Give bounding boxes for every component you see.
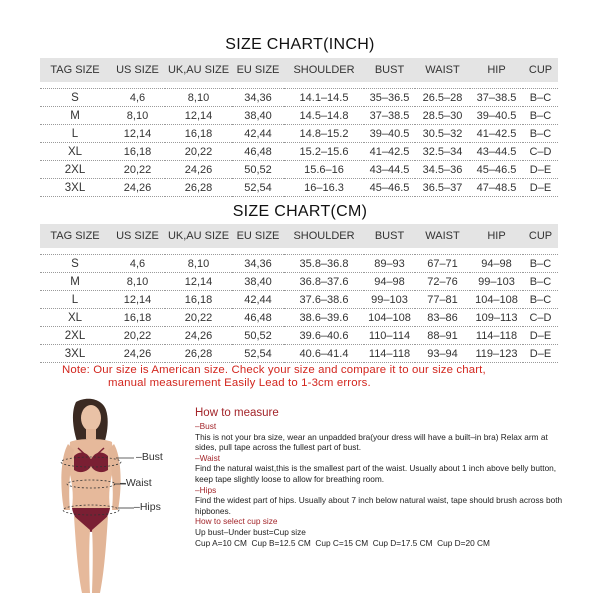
table-cell: 94–98	[470, 255, 523, 273]
howto-hips-label: –Hips	[195, 484, 217, 495]
table-cell: 15.6–16	[284, 161, 364, 179]
col-us-size: US SIZE	[110, 224, 165, 248]
hips-label: –Hips	[134, 501, 161, 513]
table-cell: 4,6	[110, 255, 165, 273]
col-shoulder: SHOULDER	[284, 58, 364, 82]
table-cell: 50,52	[232, 161, 284, 179]
table-cell: M	[40, 273, 110, 291]
table-row	[40, 273, 558, 291]
table-cell: 110–114	[364, 327, 415, 345]
table-cell: 72–76	[415, 273, 470, 291]
table-cell: 20,22	[110, 161, 165, 179]
table-cell: D–E	[523, 327, 558, 345]
table-cell: 88–91	[415, 327, 470, 345]
table-cell: D–E	[523, 345, 558, 363]
col-bust: BUST	[364, 224, 415, 248]
table-cell: 50,52	[232, 327, 284, 345]
table-cell: 3XL	[40, 179, 110, 197]
table-cell: 20,22	[110, 327, 165, 345]
table-cell: 24,26	[165, 327, 232, 345]
col-waist: WAIST	[415, 224, 470, 248]
table-cell: 16–16.3	[284, 179, 364, 197]
table-cell: 45–46.5	[470, 161, 523, 179]
table-cell: 30.5–32	[415, 125, 470, 143]
table-cell: 94–98	[364, 273, 415, 291]
table-cell: XL	[40, 309, 110, 327]
table-cell: 37–38.5	[364, 107, 415, 125]
table-cell: 42,44	[232, 291, 284, 309]
table-cell: 8,10	[110, 107, 165, 125]
note-line-1: Note: Our size is American size. Check your size and compare it to our size chart,	[62, 364, 486, 376]
table-cell: 37–38.5	[470, 89, 523, 107]
table-cell: 39–40.5	[470, 107, 523, 125]
table-cell: 26,28	[165, 345, 232, 363]
table-cell: 93–94	[415, 345, 470, 363]
table-cell: S	[40, 255, 110, 273]
table-cell: 47–48.5	[470, 179, 523, 197]
inch-size-table	[40, 58, 558, 197]
table-row	[40, 161, 558, 179]
howto-cup-label: How to select cup size	[195, 516, 278, 527]
table-cell: 2XL	[40, 161, 110, 179]
col-waist: WAIST	[415, 58, 470, 82]
table-cell: 34,36	[232, 255, 284, 273]
table-cell: C–D	[523, 309, 558, 327]
table-cell: 8,10	[165, 89, 232, 107]
table-cell: 119–123	[470, 345, 523, 363]
table-cell: 67–71	[415, 255, 470, 273]
table-cell: B–C	[523, 107, 558, 125]
size-note	[62, 364, 562, 390]
table-cell: M	[40, 107, 110, 125]
table-cell: 14.5–14.8	[284, 107, 364, 125]
table-row	[40, 291, 558, 309]
table-cell: 36.5–37	[415, 179, 470, 197]
table-cell: XL	[40, 143, 110, 161]
table-cell: 39–40.5	[364, 125, 415, 143]
table-cell: B–C	[523, 291, 558, 309]
table-cell: 42,44	[232, 125, 284, 143]
table-cell: 4,6	[110, 89, 165, 107]
note-line-2: manual measurement Easily Lead to 1-3cm errors.	[108, 377, 371, 389]
cm-chart-title: SIZE CHART(CM)	[232, 203, 368, 220]
table-row	[40, 107, 558, 125]
table-cell: 20,22	[165, 143, 232, 161]
table-cell: 89–93	[364, 255, 415, 273]
table-row	[40, 255, 558, 273]
inch-chart-title: SIZE CHART(INCH)	[225, 36, 375, 53]
table-cell: 8,10	[165, 255, 232, 273]
table-cell: 24,26	[110, 179, 165, 197]
table-row	[40, 309, 558, 327]
col-tag-size: TAG SIZE	[40, 58, 110, 82]
col-uk-au-size: UK,AU SIZE	[165, 224, 232, 248]
table-cell: 40.6–41.4	[284, 345, 364, 363]
table-cell: 77–81	[415, 291, 470, 309]
col-eu-size: EU SIZE	[232, 224, 284, 248]
howto-waist-label: –Waist	[195, 452, 221, 463]
table-cell: 34,36	[232, 89, 284, 107]
table-cell: 109–113	[470, 309, 523, 327]
table-cell: 35–36.5	[364, 89, 415, 107]
col-hip: HIP	[470, 58, 523, 82]
table-cell: 104–108	[364, 309, 415, 327]
table-cell: C–D	[523, 143, 558, 161]
table-cell: 38,40	[232, 107, 284, 125]
howto-bust-label: –Bust	[195, 421, 217, 431]
howto-title: How to measure	[195, 407, 279, 419]
table-cell: L	[40, 291, 110, 309]
howto-bust-text: This is not your bra size, wear an unpadded bra(your dress will have a built–in bra) Relax arm at sides, pull tape across the fullest part of bust.	[195, 431, 548, 453]
table-cell: L	[40, 125, 110, 143]
table-cell: 99–103	[364, 291, 415, 309]
table-cell: B–C	[523, 125, 558, 143]
table-cell: 114–118	[364, 345, 415, 363]
howto-cup-formula: Up bust–Under bust=Cup size	[195, 526, 306, 537]
inch-header-row	[40, 58, 558, 82]
col-eu-size: EU SIZE	[232, 58, 284, 82]
table-cell: 12,14	[110, 125, 165, 143]
table-cell: 114–118	[470, 327, 523, 345]
table-cell: 38.6–39.6	[284, 309, 364, 327]
col-bust: BUST	[364, 58, 415, 82]
table-cell: 26.5–28	[415, 89, 470, 107]
model-figure	[56, 398, 126, 593]
howto-cup-values: Cup A=10 CM Cup B=12.5 CM Cup C=15 CM Cup D=17.5 CM Cup D=20 CM	[195, 537, 490, 548]
table-cell: D–E	[523, 161, 558, 179]
waist-label: –Waist	[120, 477, 152, 489]
table-cell: 45–46.5	[364, 179, 415, 197]
howto-hips-text: Find the widest part of hips. Usually about 7 inch below natural waist, tape should brush across both hipbones.	[195, 495, 563, 516]
table-cell: 16,18	[110, 309, 165, 327]
table-cell: 36.8–37.6	[284, 273, 364, 291]
table-cell: B–C	[523, 273, 558, 291]
table-cell: 3XL	[40, 345, 110, 363]
table-row	[40, 345, 558, 363]
howto-waist-text: Find the natural waist,this is the smallest part of the waist. Usually about 1 inch above belly button, keep tape slightly loose to allow for breathing room.	[195, 463, 557, 484]
table-cell: B–C	[523, 255, 558, 273]
table-cell: 41–42.5	[470, 125, 523, 143]
table-cell: 12,14	[165, 273, 232, 291]
table-cell: 41–42.5	[364, 143, 415, 161]
table-cell: 104–108	[470, 291, 523, 309]
col-hip: HIP	[470, 224, 523, 248]
table-cell: 38,40	[232, 273, 284, 291]
measure-guides	[56, 398, 186, 593]
col-cup: CUP	[523, 224, 558, 248]
table-cell: 14.1–14.5	[284, 89, 364, 107]
table-cell: 15.2–15.6	[284, 143, 364, 161]
table-cell: 24,26	[165, 161, 232, 179]
table-cell: D–E	[523, 179, 558, 197]
table-cell: 24,26	[110, 345, 165, 363]
table-cell: 99–103	[470, 273, 523, 291]
table-row	[40, 327, 558, 345]
table-cell: 34.5–36	[415, 161, 470, 179]
table-cell: S	[40, 89, 110, 107]
table-cell: 46,48	[232, 143, 284, 161]
cm-header-row	[40, 224, 558, 248]
table-cell: 2XL	[40, 327, 110, 345]
table-cell: 32.5–34	[415, 143, 470, 161]
table-cell: 43–44.5	[470, 143, 523, 161]
table-cell: 46,48	[232, 309, 284, 327]
table-row	[40, 125, 558, 143]
table-cell: 26,28	[165, 179, 232, 197]
table-cell: 28.5–30	[415, 107, 470, 125]
bust-label: –Bust	[136, 451, 163, 463]
table-cell: 52,54	[232, 179, 284, 197]
table-cell: 8,10	[110, 273, 165, 291]
table-cell: 16,18	[165, 125, 232, 143]
table-cell: B–C	[523, 89, 558, 107]
table-row	[40, 89, 558, 107]
table-row	[40, 143, 558, 161]
col-shoulder: SHOULDER	[284, 224, 364, 248]
table-cell: 14.8–15.2	[284, 125, 364, 143]
table-cell: 16,18	[110, 143, 165, 161]
how-to-measure	[195, 407, 565, 548]
table-row	[40, 179, 558, 197]
table-cell: 52,54	[232, 345, 284, 363]
table-cell: 12,14	[165, 107, 232, 125]
table-cell: 37.6–38.6	[284, 291, 364, 309]
cm-size-table	[40, 224, 558, 363]
col-uk-au-size: UK,AU SIZE	[165, 58, 232, 82]
col-us-size: US SIZE	[110, 58, 165, 82]
table-cell: 39.6–40.6	[284, 327, 364, 345]
table-cell: 35.8–36.8	[284, 255, 364, 273]
table-cell: 16,18	[165, 291, 232, 309]
col-tag-size: TAG SIZE	[40, 224, 110, 248]
col-cup: CUP	[523, 58, 558, 82]
table-cell: 20,22	[165, 309, 232, 327]
table-cell: 12,14	[110, 291, 165, 309]
table-cell: 83–86	[415, 309, 470, 327]
table-cell: 43–44.5	[364, 161, 415, 179]
